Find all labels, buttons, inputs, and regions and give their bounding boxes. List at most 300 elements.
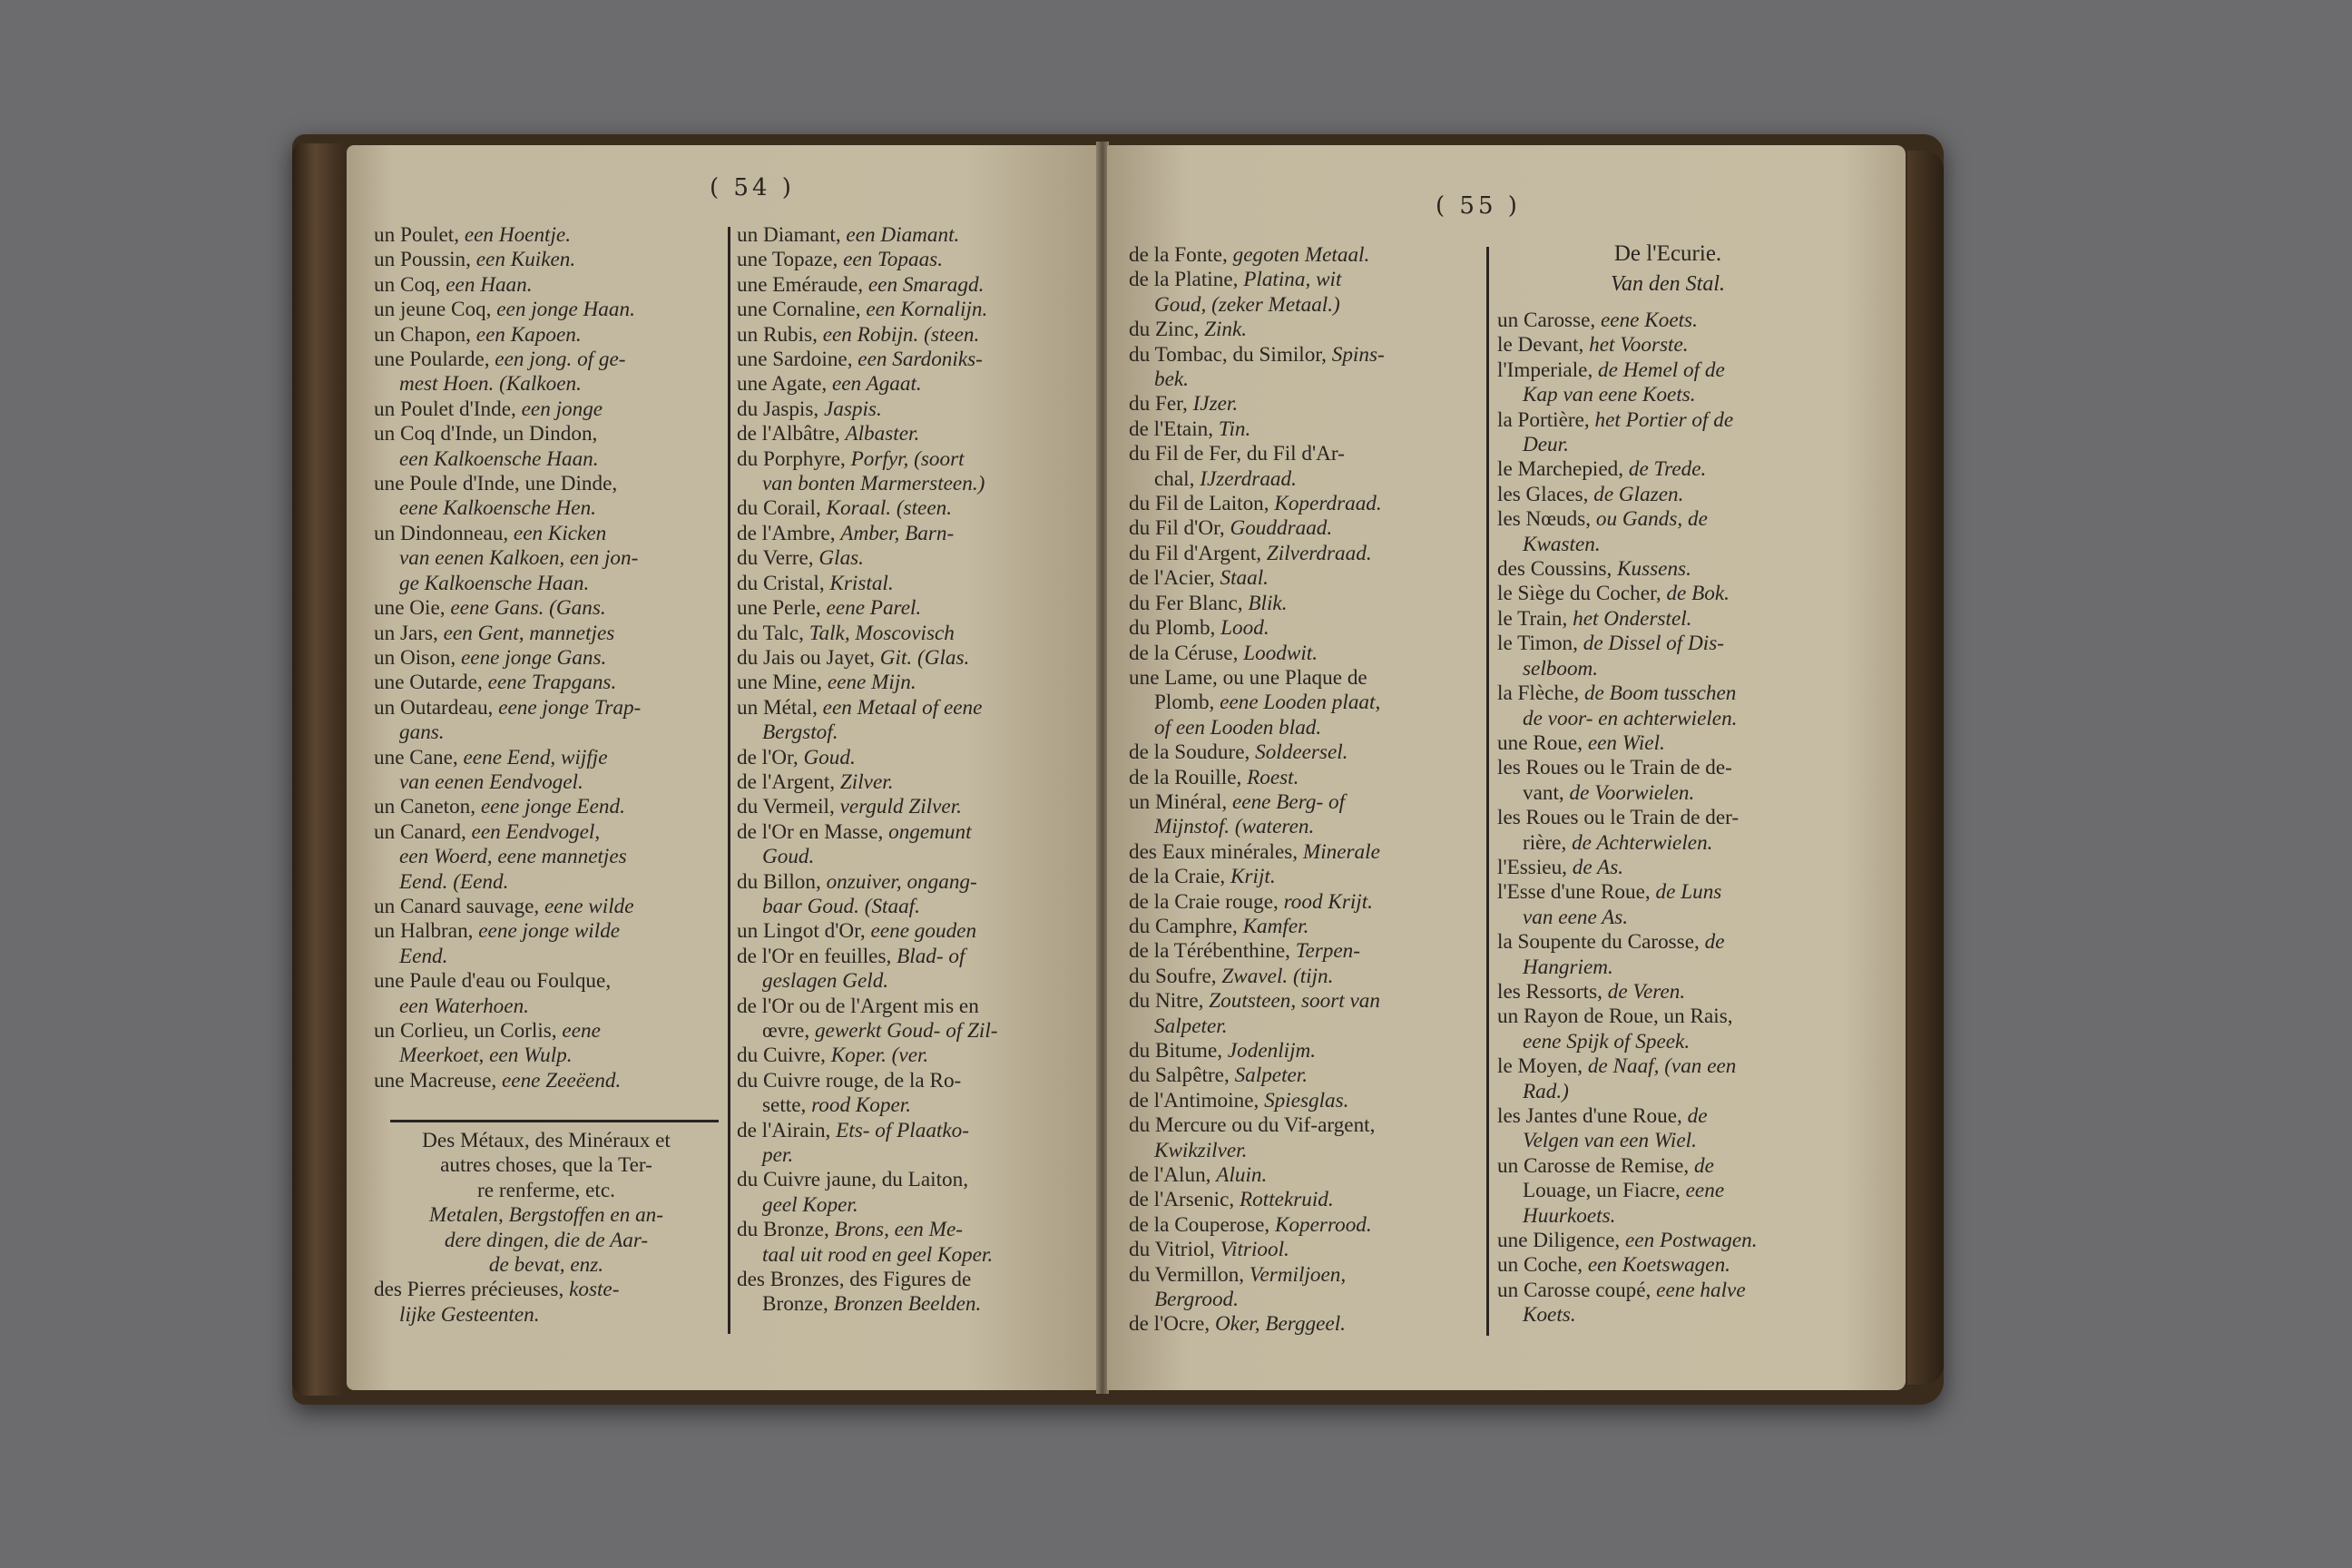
dutch-translation: eene [562,1019,601,1043]
french-term: vant, [1523,780,1570,805]
entry-line [737,397,1082,422]
entry-line [1129,716,1474,740]
dutch-translation: Albaster. [845,422,920,446]
entry-line [1129,318,1474,342]
dutch-translation: Kristal. [829,571,894,595]
french-term: du Vermeil, [737,795,840,819]
left-page [347,145,1100,1390]
french-term: du Mercure ou du Vif-argent, [1129,1113,1376,1138]
french-term: une Agate, [737,372,832,397]
entry-line [374,622,719,646]
entry-line [374,223,719,248]
french-term: des Pierres précieuses, [374,1278,570,1302]
french-term: rière, [1523,830,1573,855]
entry-line [1129,691,1474,715]
dutch-translation: ou Gands, de [1595,507,1708,532]
entry-line [374,646,719,671]
dutch-translation: een Wiel. [1587,730,1665,755]
entry-line [1129,417,1474,442]
french-term: un Chapon, [374,322,476,347]
entry-line [1129,965,1474,989]
french-term: une Poularde, [374,348,495,372]
french-term: chal, [1154,466,1200,491]
dutch-translation: Zoutsteen, soort van [1209,989,1380,1014]
dutch-translation: Glas. [818,546,864,571]
dutch-translation: Deur. [1523,433,1569,457]
entry-line [1497,1179,1842,1203]
french-term: une Cornaline, [737,298,867,322]
french-term: un Poulet d'Inde, [374,397,522,421]
french-term: du Corail, [737,496,827,521]
french-term: un Halbran, [374,919,479,944]
dutch-translation: rood Koper. [811,1093,912,1118]
french-term: un Coche, [1497,1253,1588,1278]
entry-line [737,546,1082,571]
entry-line [1129,1213,1474,1238]
dutch-translation: Meerkoet, een Wulp. [399,1044,573,1068]
french-term: de l'Etain, [1129,416,1219,441]
french-term: du Cuivre, [737,1044,831,1068]
entry-line [374,522,719,546]
french-term: du Jaspis, [737,397,824,421]
dutch-translation: Eend. (Eend. [399,869,509,894]
entry-line [374,1303,719,1328]
dutch-translation: de Naaf, (van een [1587,1054,1737,1079]
entry-line [374,1278,719,1302]
dutch-translation: Salpeter. [1154,1014,1228,1038]
dutch-translation: gewerkt Goud- of Zil- [814,1019,998,1043]
section-heading-line: Des Métaux, des Minéraux et [422,1129,671,1152]
french-term: du Billon, [737,869,827,894]
section-heading-translation: Metalen, Bergstoffen en an- [429,1203,663,1228]
entry-line [1497,607,1842,632]
dutch-translation: de Hemel of de [1598,358,1725,382]
entry-line [1129,939,1474,964]
entry-line [1497,533,1842,557]
dutch-translation: ge Kalkoensche Haan. [399,571,590,595]
dutch-translation: eene Looden plaat, [1220,691,1381,715]
entry-line [374,671,719,695]
french-term: les Glaces, [1497,482,1594,506]
entry-line [1497,333,1842,358]
french-term: l'Esse d'une Roue, [1497,880,1656,905]
entry-line [374,248,719,272]
entry-line [1497,880,1842,905]
dutch-translation: Koraal. (steen. [826,496,953,521]
dutch-translation: de Achterwielen. [1572,830,1713,855]
dutch-translation: Loodwit. [1243,641,1318,665]
dutch-translation: een Sardoniks- [858,348,983,372]
entry-line [374,770,719,795]
entry-line [1497,1054,1842,1079]
dutch-translation: de Glazen. [1593,482,1684,506]
dutch-translation: Zilver. [839,769,894,794]
right-column-1 [1129,243,1474,1338]
entry-line [1129,392,1474,416]
entry-line [1497,408,1842,433]
french-term: le Devant, [1497,333,1590,358]
dutch-translation: een Kicken [513,521,607,545]
dutch-translation: Zink. [1204,318,1248,342]
french-term: un Oison, [374,645,461,670]
entry-line [1497,309,1842,333]
entry-line [737,795,1082,819]
french-term: le Timon, [1497,632,1583,656]
entry-line [737,323,1082,348]
french-term: de l'Or ou de l'Argent mis en [737,994,979,1018]
french-term: du Fil de Fer, du Fil d'Ar- [1129,442,1345,466]
dutch-translation: eene jonge Trap- [498,695,642,720]
entry-line [1497,358,1842,383]
entry-line [374,870,719,895]
dutch-translation: de [1704,930,1725,955]
dutch-translation: eene jonge Gans. [460,645,607,670]
french-term: un Diamant, [737,223,847,247]
entry-line [374,919,719,944]
entry-line [374,795,719,819]
dutch-translation: Amber, Barn- [840,521,955,545]
dutch-translation: een Haan. [446,272,533,297]
dutch-translation: per. [762,1143,794,1168]
dutch-translation: IJzer. [1192,392,1239,416]
entry-line [1497,557,1842,582]
dutch-translation: de voor- en achterwielen. [1523,706,1738,730]
dutch-translation: IJzerdraad. [1200,466,1297,491]
french-term: du Fil de Laiton, [1129,492,1275,516]
dutch-translation: de [1694,1153,1714,1178]
entry-line [737,895,1082,919]
french-term: un Poulet, [374,223,465,247]
book-edge-left [292,143,343,1396]
french-term: un Dindonneau, [374,521,514,545]
dutch-translation: de Veren. [1607,979,1686,1004]
french-term: le Siège du Cocher, [1497,582,1667,606]
left-column-2 [737,223,1082,1318]
dutch-translation: Koets. [1523,1303,1576,1328]
dutch-translation: Gouddraad. [1230,516,1333,541]
entry-line [1129,1063,1474,1088]
column-rule-left [728,227,730,1334]
dutch-translation: Ets- of Plaatko- [836,1118,969,1142]
entry-line [1129,666,1474,691]
entry-line [1129,1014,1474,1039]
french-term: de l'Ambre, [737,521,841,545]
dutch-translation: de Boom tusschen [1583,681,1737,706]
dutch-translation: een Koetswagen. [1587,1253,1730,1278]
entry-line [1129,865,1474,889]
french-term: de la Platine, [1129,268,1244,292]
entry-line [1497,1080,1842,1104]
dutch-translation: de Luns [1655,880,1722,905]
dutch-translation: Tin. [1218,416,1251,441]
section-title: De l'Ecurie. [1613,241,1722,266]
dutch-translation: Bronzen Beelden. [833,1292,982,1317]
dutch-translation: Kussens. [1617,557,1691,582]
entry-line [1129,592,1474,616]
dutch-translation: onzuiver, ongang- [826,869,977,894]
french-term: la Soupente du Carosse, [1497,930,1705,955]
dutch-translation: Goud. [803,745,856,769]
entry-line [1497,681,1842,706]
entry-line [737,1019,1082,1044]
dutch-translation: Hangriem. [1523,955,1613,979]
dutch-translation: Salpeter. [1234,1063,1308,1088]
right-page-number: ( 55 ) [1436,192,1521,220]
dutch-translation: de Voorwielen. [1569,780,1695,805]
dutch-translation: selboom. [1523,656,1599,681]
entry-line [737,1292,1082,1317]
entry-line [1129,1188,1474,1212]
entry-line [374,1069,719,1093]
french-term: de l'Or en Masse, [737,819,889,844]
french-term: de l'Argent, [737,769,840,794]
dutch-translation: koste- [569,1278,620,1302]
entry-line [374,696,719,720]
dutch-translation: Krijt. [1230,865,1276,889]
entry-line [1129,790,1474,815]
french-term: un Outardeau, [374,695,499,720]
entry-line [374,995,719,1019]
entry-line [1497,657,1842,681]
entry-line [1497,1229,1842,1253]
dutch-translation: een Diamant. [846,223,960,247]
french-term: du Tombac, du Similor, [1129,342,1332,367]
french-term: une Cane, [374,745,464,769]
entry-line [737,447,1082,472]
dutch-translation: een Kalkoensche Haan. [399,446,599,471]
entry-line [1129,243,1474,268]
entry-line [737,596,1082,621]
dutch-translation: Aluin. [1216,1163,1268,1188]
dutch-translation: Goud. [762,845,815,869]
entry-line [737,696,1082,720]
french-term: un jeune Coq, [374,298,497,322]
french-term: de l'Acier, [1129,566,1220,591]
french-term: du Plomb, [1129,616,1221,641]
dutch-translation: eene jonge Eend. [480,795,625,819]
entry-line [1497,731,1842,756]
entry-line [737,1243,1082,1268]
dutch-translation: Git. (Glas. [879,645,970,670]
french-term: un Rayon de Roue, un Rais, [1497,1004,1733,1029]
dutch-translation: Bergrood. [1154,1288,1239,1312]
dutch-translation: een jonge Haan. [496,298,635,322]
french-term: de la Térébenthine, [1129,939,1296,964]
dutch-translation: Kwasten. [1523,532,1601,556]
french-term: du Porphyre, [737,446,851,471]
entry-line [737,1093,1082,1118]
entry-line [1497,781,1842,806]
entry-line [1129,815,1474,839]
dutch-translation: Kap van eene Koets. [1523,383,1696,407]
dutch-translation: gans. [399,720,445,745]
entry-line [1129,1089,1474,1113]
dutch-translation: het Onderstel. [1573,606,1692,631]
entry-line [737,223,1082,248]
dutch-translation: Goud, (zeker Metaal.) [1154,292,1340,317]
dutch-translation: Jaspis. [823,397,882,421]
entry-line [737,720,1082,745]
entry-line [1129,516,1474,541]
entry-line [1497,383,1842,407]
dutch-translation: Oker, Berggeel. [1214,1312,1346,1337]
dutch-translation: eene Parel. [826,596,922,621]
entry-line [1497,457,1842,482]
entry-line [737,1143,1082,1168]
section-subtitle: Van den Stal. [1611,272,1725,296]
dutch-translation: een Postwagen. [1625,1229,1758,1253]
dutch-translation: een Metaal of eene [822,695,983,720]
entry-line [374,720,719,745]
dutch-translation: Kwikzilver. [1154,1138,1248,1162]
entry-line [737,248,1082,272]
french-term: Plomb, [1154,691,1220,715]
entry-line [374,372,719,397]
dutch-translation: eene halve [1656,1278,1746,1302]
entry-line [737,919,1082,944]
dutch-translation: geel Koper. [762,1192,858,1217]
entry-line [737,348,1082,372]
entry-line [1497,1253,1842,1278]
dutch-translation: of een Looden blad. [1154,715,1322,740]
entry-line [737,422,1082,446]
french-term: de l'Antimoine, [1129,1088,1265,1112]
dutch-translation: een Smaragd. [867,272,985,297]
entry-line [1497,831,1842,856]
dutch-translation: eene Trapgans. [487,671,617,695]
french-term: de l'Ocre, [1129,1312,1215,1337]
entry-line [374,596,719,621]
dutch-translation: een Kapoen. [475,322,582,347]
entry-line [1497,632,1842,656]
entry-line [1129,1288,1474,1312]
entry-line [1129,492,1474,516]
french-term: Louage, un Fiacre, [1523,1179,1686,1203]
dutch-translation: verguld Zilver. [839,795,962,819]
french-term: une Mine, [737,671,828,695]
entry-line [737,1193,1082,1218]
french-term: une Sardoine, [737,348,858,372]
entry-line [374,845,719,869]
french-term: des Bronzes, des Figures de [737,1268,972,1292]
french-term: du Talc, [737,621,809,645]
dutch-translation: een Kornalijn. [866,298,988,322]
french-term: du Cristal, [737,571,830,595]
entry-line [737,1044,1082,1068]
dutch-translation: eene Koets. [1601,309,1698,332]
entry-line [737,969,1082,994]
entry-line [1129,642,1474,666]
entry-line [1129,890,1474,915]
french-term: de la Couperose, [1129,1212,1275,1237]
entry-line [1497,507,1842,532]
entry-line [1129,989,1474,1014]
entry-line [374,273,719,298]
entry-line [1129,1039,1474,1063]
entry-line [374,1044,719,1068]
dutch-translation: Kamfer. [1242,914,1309,938]
french-term: une Diligence, [1497,1229,1626,1253]
french-term: du Fer Blanc, [1129,591,1249,615]
dutch-translation: het Voorste. [1589,333,1689,358]
right-page [1107,145,1906,1390]
french-term: la Flèche, [1497,681,1584,706]
entry-line [1129,268,1474,292]
french-term: du Jais ou Jayet, [737,645,880,670]
entry-line [1129,442,1474,466]
entry-line [737,1119,1082,1143]
entry-line [374,546,719,571]
entry-line [1129,293,1474,318]
french-term: du Vitriol, [1129,1238,1220,1262]
entry-line [1129,766,1474,790]
dutch-translation: van bonten Marmersteen.) [762,472,985,496]
dutch-translation: eene Gans. (Gans. [450,596,606,621]
french-term: une Perle, [737,596,827,621]
dutch-translation: geslagen Geld. [762,969,889,994]
entry-line [374,447,719,472]
dutch-translation: eene Spijk of Speek. [1523,1029,1690,1054]
french-term: du Bitume, [1129,1039,1228,1063]
dutch-translation: lijke Gesteenten. [399,1302,540,1327]
entry-line [1129,1238,1474,1262]
entry-line [737,945,1082,969]
french-term: de la Craie rouge, [1129,889,1284,914]
dutch-translation: de Bok. [1666,582,1730,606]
dutch-translation: Soldeersel. [1255,740,1348,765]
dutch-translation: eene Kalkoensche Hen. [399,496,596,521]
dutch-translation: een jonge [521,397,603,421]
section-heading-line: autres choses, que la Ter- [440,1153,652,1178]
section-heading-translation: dere dingen, die de Aar- [444,1228,649,1252]
dutch-translation: Minerale [1302,839,1380,864]
dutch-translation: een Topaas. [843,248,943,272]
dutch-translation: Rottekruid. [1240,1188,1334,1212]
entry-line [737,1069,1082,1093]
entry-line [737,671,1082,695]
french-term: une Macreuse, [374,1068,502,1093]
dutch-translation: bek. [1154,368,1189,392]
entry-line [1497,756,1842,780]
french-term: du Vermillon, [1129,1262,1250,1287]
french-term: les Nœuds, [1497,507,1596,532]
dutch-translation: Platina, wit [1243,268,1342,292]
french-term: l'Essieu, [1497,855,1573,879]
dutch-translation: Eend. [399,944,448,968]
french-term: de l'Airain, [737,1118,837,1142]
french-term: un Canard, [374,819,472,844]
dutch-translation: Zwavel. (tijn. [1221,964,1334,988]
dutch-translation: eene Mijn. [827,671,916,695]
french-term: un Rubis, [737,322,823,347]
french-term: un Caneton, [374,795,481,819]
entry-line [374,820,719,845]
section-rule [390,1120,719,1122]
french-term: œvre, [762,1019,815,1043]
entry-line [737,496,1082,521]
entry-line [1497,1279,1842,1303]
section-heading [374,1129,719,1328]
entry-line [737,522,1082,546]
dutch-translation: Zilverdraad. [1266,541,1372,565]
french-term: du Soufre, [1129,964,1222,988]
french-term: de l'Albâtre, [737,422,846,446]
french-term: un Poussin, [374,248,476,272]
french-term: l'Imperiale, [1497,358,1599,382]
entry-line [1497,433,1842,457]
entry-line [1497,806,1842,830]
french-term: la Portière, [1497,407,1595,432]
